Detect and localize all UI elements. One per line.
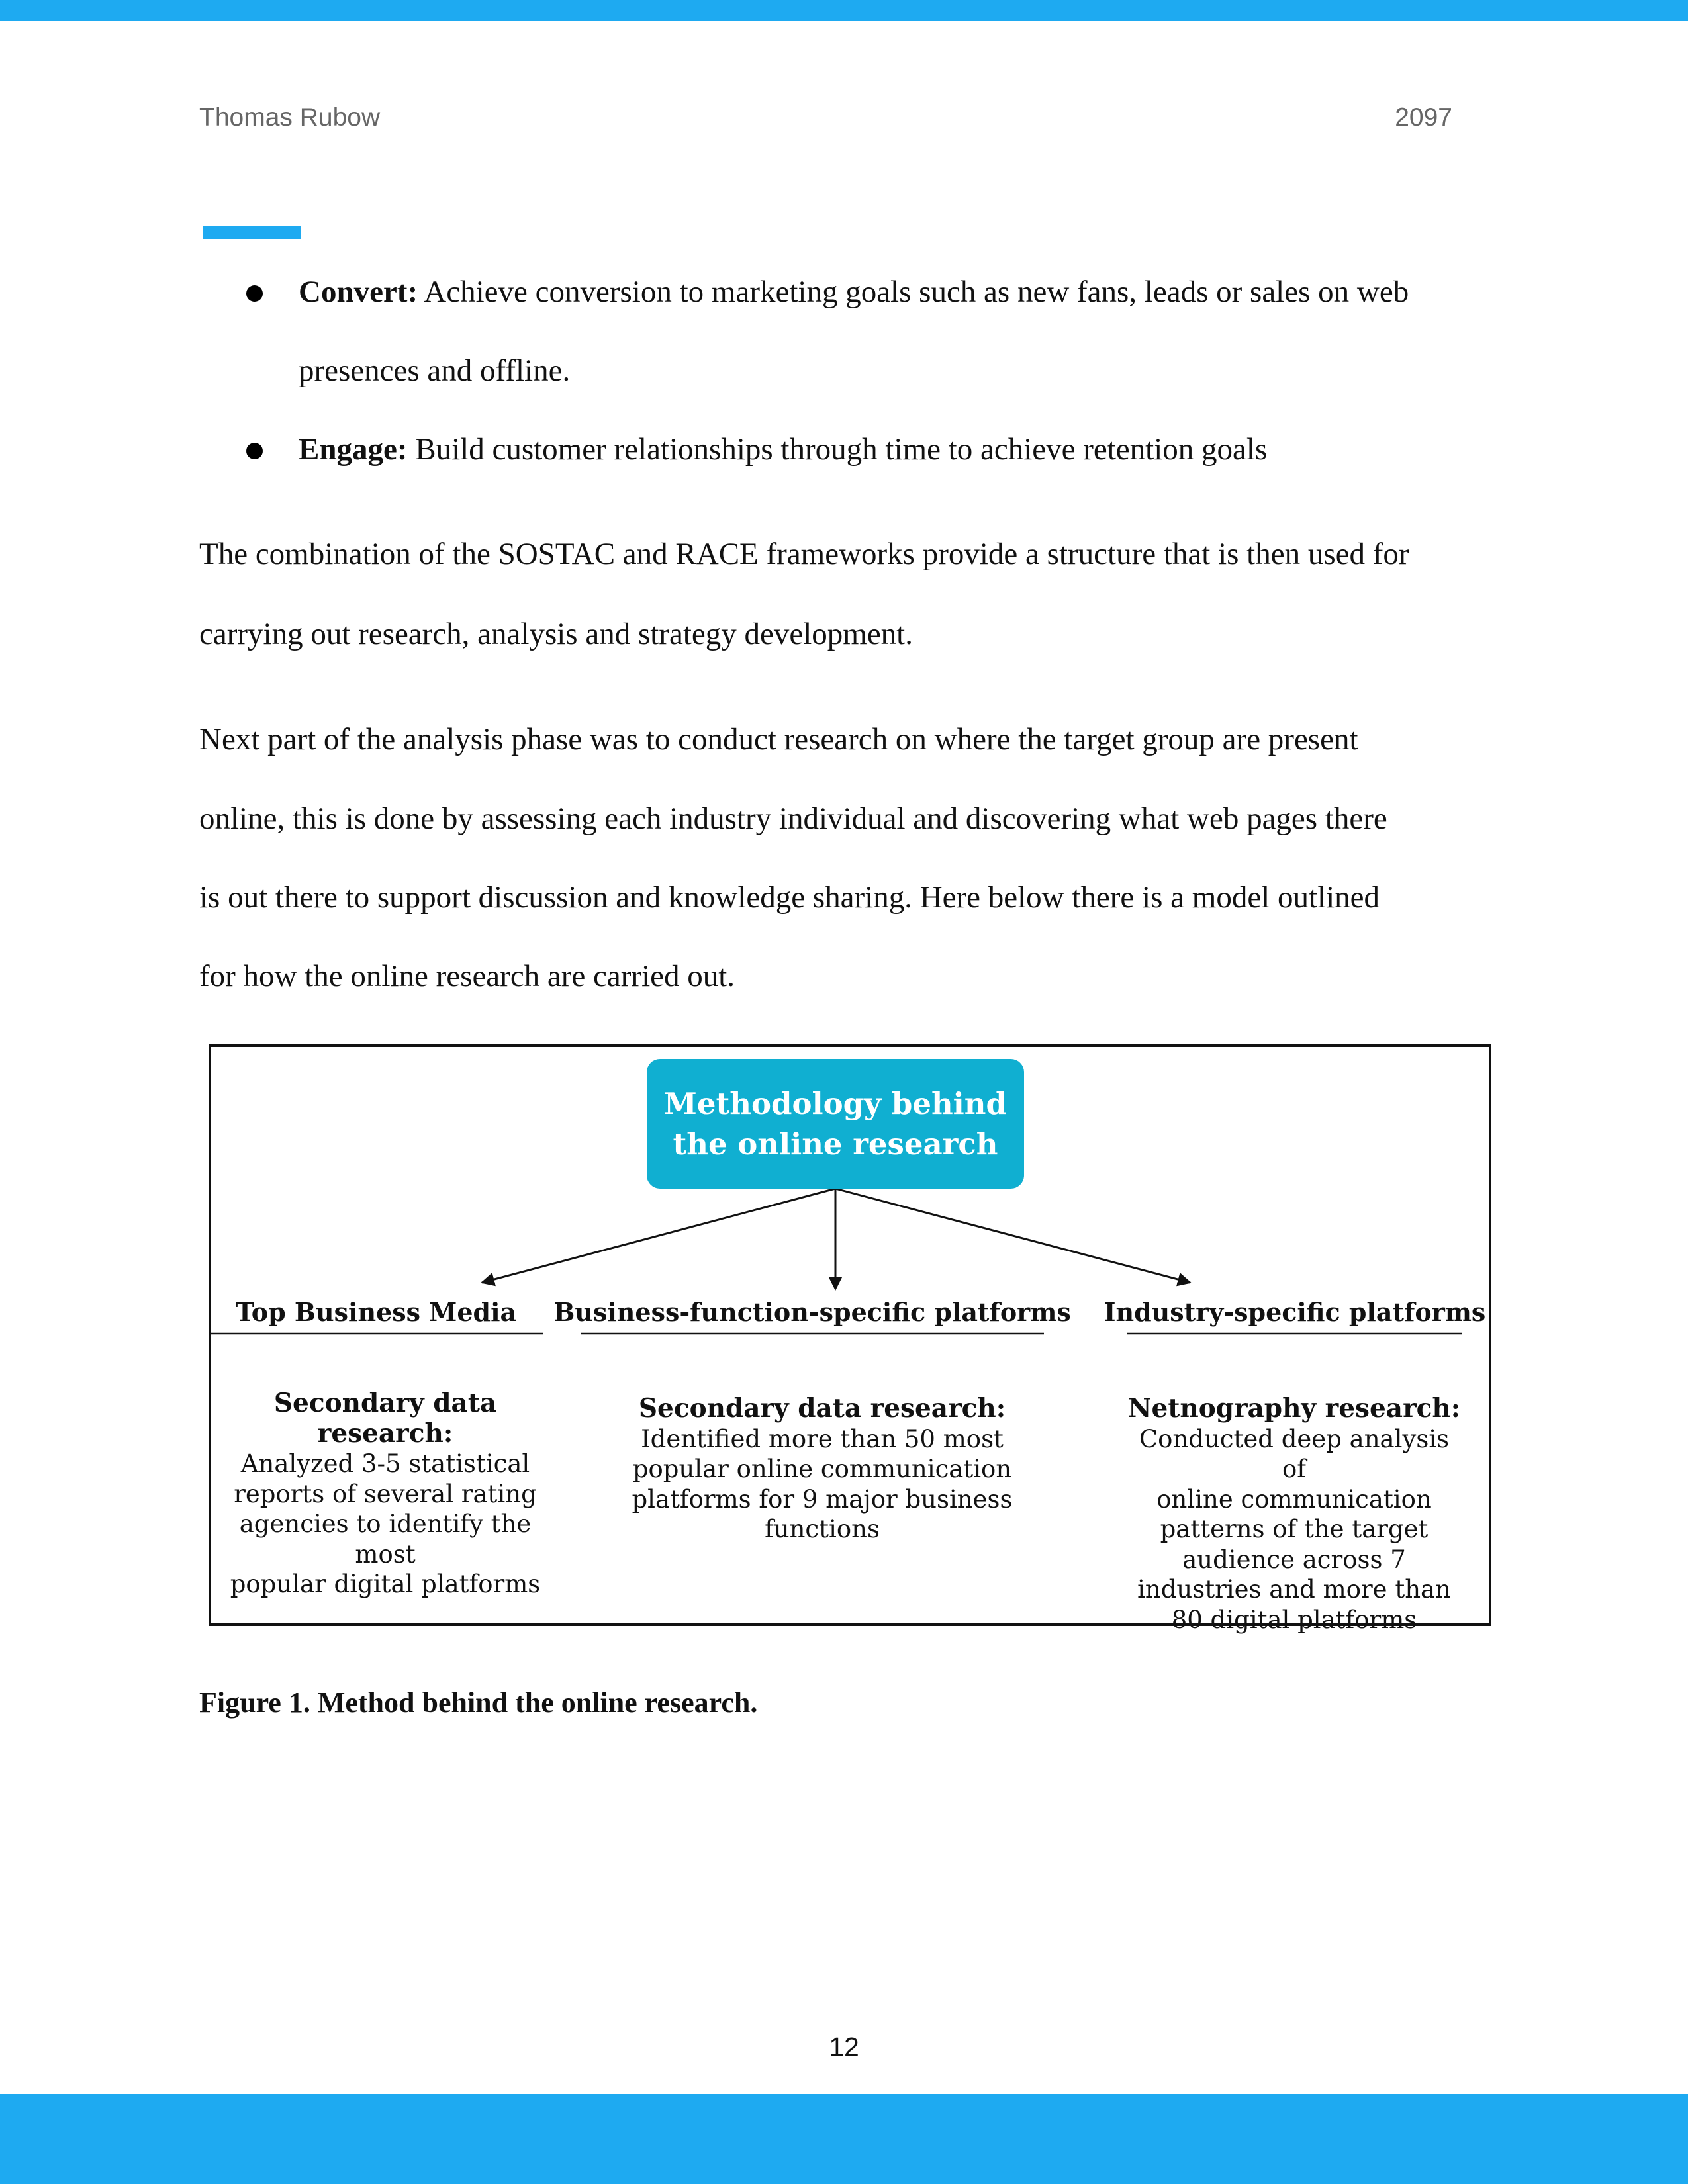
body-heading: Secondary data research: bbox=[638, 1393, 1006, 1424]
body-line: reports of several rating bbox=[234, 1479, 537, 1508]
body-line: popular digital platforms bbox=[230, 1570, 541, 1598]
body-line: Analyzed 3-5 statistical bbox=[240, 1449, 530, 1478]
bullet-text: Achieve conversion to marketing goals such as new fans, leads or sales on web bbox=[424, 275, 1409, 309]
paragraph-line: The combination of the SOSTAC and RACE frameworks provide a structure that is then used for bbox=[199, 537, 1409, 571]
body-line: platforms for 9 major business bbox=[632, 1484, 1013, 1514]
column-title-business-function: Business-function-specific platforms bbox=[553, 1297, 1071, 1327]
figure-caption: Figure 1. Method behind the online research. bbox=[199, 1686, 758, 1719]
bullet-term: Convert: bbox=[299, 275, 418, 309]
bottom-accent-bar bbox=[0, 2094, 1688, 2184]
body-line: functions bbox=[765, 1515, 880, 1543]
body-line: patterns of the target bbox=[1160, 1515, 1429, 1543]
page-number: 12 bbox=[829, 2032, 859, 2062]
column-body-top-business-media bbox=[213, 1388, 557, 1600]
body-heading: Netnography research: bbox=[1127, 1393, 1461, 1424]
paragraph-line: online, this is done by assessing each industry individual and discovering what web pages there bbox=[199, 801, 1387, 836]
header-author: Thomas Rubow bbox=[199, 103, 381, 132]
column-body-business-function bbox=[624, 1394, 1021, 1545]
body-line: online communication bbox=[1156, 1484, 1432, 1514]
body-line: audience across 7 bbox=[1182, 1545, 1406, 1574]
column-title-top-business-media: Top Business Media bbox=[235, 1297, 517, 1327]
body-heading: research: bbox=[317, 1418, 453, 1449]
column-body-industry-specific bbox=[1125, 1394, 1463, 1635]
paragraph-line: is out there to support discussion and knowledge sharing. Here below there is a model outlined bbox=[199, 880, 1380, 915]
bullet-continuation: presences and offline. bbox=[299, 353, 571, 388]
bullet-term: Engage: bbox=[299, 432, 408, 467]
paragraph-line: carrying out research, analysis and strategy development. bbox=[199, 617, 913, 651]
body-line: industries and more than bbox=[1137, 1575, 1451, 1604]
arrow-right bbox=[835, 1189, 1190, 1283]
paragraph-line: for how the online research are carried out. bbox=[199, 959, 735, 993]
bullet-text: Build customer relationships through time to achieve retention goals bbox=[415, 432, 1268, 467]
body-line: agencies to identify the most bbox=[239, 1510, 532, 1569]
header-year: 2097 bbox=[1395, 103, 1452, 132]
column-title-industry-specific: Industry-specific platforms bbox=[1103, 1297, 1486, 1327]
root-line: Methodology behind bbox=[664, 1086, 1007, 1121]
arrow-left bbox=[482, 1189, 835, 1283]
body-line: 80 digital platforms bbox=[1171, 1605, 1417, 1634]
paragraph-line: Next part of the analysis phase was to conduct research on where the target group are present bbox=[199, 722, 1358, 756]
body-line: Identified more than 50 most bbox=[641, 1424, 1004, 1453]
body-line: Conducted deep analysis of bbox=[1139, 1424, 1450, 1483]
body-heading: Secondary data bbox=[273, 1388, 497, 1418]
body-line: popular online communication bbox=[632, 1455, 1012, 1483]
root-line: the online research bbox=[673, 1126, 998, 1161]
methodology-root-box bbox=[647, 1059, 1024, 1189]
